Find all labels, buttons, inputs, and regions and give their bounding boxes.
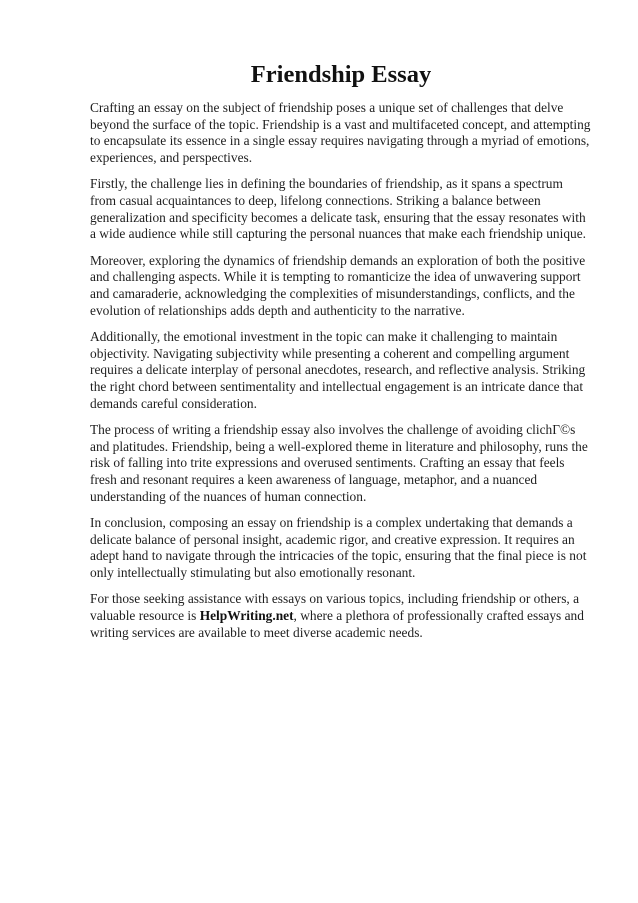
paragraph-dynamics: Moreover, exploring the dynamics of friendship demands an exploration of both the positive and challenging aspects. While it is tempting to romanticize the idea of unwavering support and camaraderie, acknowledging the complexities of misunderstandings, conflicts, and the evolution of relationships adds depth and authenticity to the narrative. [90, 252, 586, 318]
closing-text-after: , where a plethora of professionally crafted essays and writing services are available to meet diverse academic needs. [90, 607, 584, 640]
closing-text-before: For those seeking assistance with essays on various topics, including friendship or others, a valuable resource is [90, 591, 580, 623]
paragraph-cliches: The process of writing a friendship essay also involves the challenge of avoiding clichΓ©s and platitudes. Friendship, being a well-explored theme in literature and philosophy, runs the risk of falling into trite expressions and overused sentiments. Crafting an essay that feels fresh and resonant requires a keen awareness of language, metaphor, and a nuanced understanding of the nuances of human connection. [90, 421, 588, 504]
page-title: Friendship Essay [250, 61, 432, 88]
document-page [90, 60, 592, 651]
paragraph-boundaries: Firstly, the challenge lies in defining the boundaries of friendship, as it spans a spectrum from casual acquaintances to deep, lifelong connections. Striking a balance between generalization and specificity becomes a delicate task, ensuring that the essay resonates with a wide audience while still capturing the personal nuances that make each friendship unique. [90, 176, 587, 242]
helpwriting-link[interactable]: HelpWriting.net [199, 607, 294, 623]
paragraph-conclusion: In conclusion, composing an essay on friendship is a complex undertaking that demands a delicate balance of personal insight, academic rigor, and creative expression. It requires an adept hand to navigate through the intricacies of the topic, ensuring that the final piece is not only intellectually stimulating but also emotionally resonant. [90, 514, 587, 581]
paragraph-closing [90, 591, 592, 641]
paragraph-intro: Crafting an essay on the subject of friendship poses a unique set of challenges that delve beyond the surface of the topic. Friendship is a vast and multifaceted concept, and attempting to encapsulate its essence in a single essay requires navigating through a myriad of emotions, experiences, and perspectives. [90, 100, 591, 166]
paragraph-objectivity: Additionally, the emotional investment in the topic can make it challenging to maintain objectivity. Navigating subjectivity while presenting a coherent and compelling argument requires a delicate interplay of personal anecdotes, research, and reflective analysis. Striking the right chord between sentimentality and intellectual engagement is an intricate dance that demands careful consideration. [90, 328, 586, 411]
